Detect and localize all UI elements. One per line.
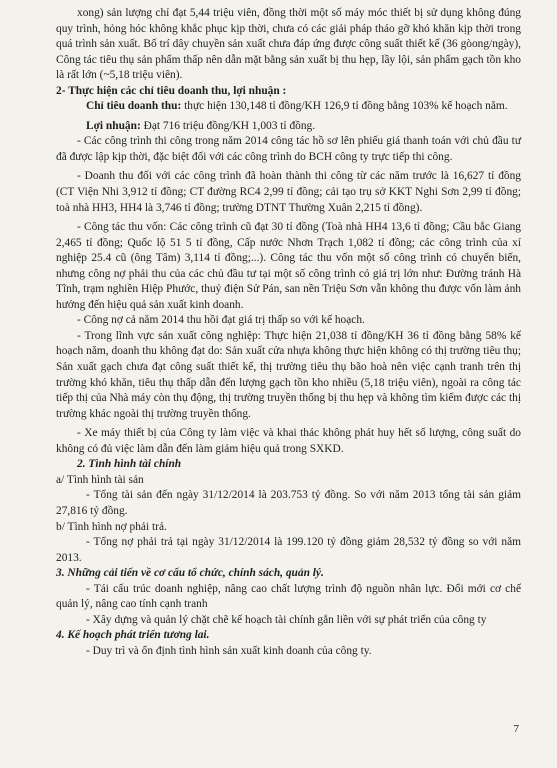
profit-text: Đạt 716 triệu đồng/KH 1,003 tỉ đồng. — [140, 119, 316, 132]
heading-improvements: 3. Những cải tiến về cơ cấu tổ chức, chính sách, quản lý. — [56, 567, 324, 580]
heading-future-plan: 4. Kế hoạch phát triển tương lai. — [56, 629, 210, 642]
paragraph-liabilities: - Tổng nợ phải trả tại ngày 31/12/2014 là 199.120 tỷ đồng giảm 28,532 tỷ đồng so với năm 2013. — [56, 536, 521, 564]
paragraph-capital-collection: - Công tác thu vốn: Các công trình cũ đạt 30 tỉ đồng (Toà nhà HH4 13,6 tỉ đồng; Cầu bắc Giang 2,465 tỉ đồng; Quốc lộ 51 5 tỉ đồng, Cấp nước Nhơn Trạch 1,082 tỉ đồng; các công trình của xí nghiệp 25.4 cũ (ông Tâm) 3,114 tỉ đồng;...). Công tác thu vốn một số công trình có chuyển biến, nhưng công nợ phải thu của các chủ đầu tư tại một số công trình có giá trị lớn như: Đường tránh Hà Tĩnh, trạm nghiền Hiệp Phước, thuỷ điện Sử Pán, san nền Triệu Sơn vẫn không thu được vốn làm ảnh hưởng đến hiệu quả sản xuất kinh doanh. — [56, 221, 521, 311]
revenue-text: thực hiện 130,148 tỉ đồng/KH 126,9 tỉ đồng bằng 103% kế hoạch năm. — [181, 100, 508, 113]
heading-revenue-profit: 2- Thực hiện các chỉ tiêu doanh thu, lợi nhuận : — [56, 84, 287, 97]
subheading-assets: a/ Tình hình tài sản — [56, 473, 144, 486]
heading-financial-situation: 2. Tình hình tài chính — [77, 458, 182, 471]
paragraph-maintain-business: - Duy trì và ổn định tình hình sản xuất kinh doanh của công ty. — [86, 644, 372, 657]
paragraph-restructuring: - Tái cấu trúc doanh nghiệp, nâng cao chất lượng trình độ nguồn nhân lực. Đổi mới cơ chế quản lý, nâng cao tính cạnh tranh — [56, 582, 521, 611]
paragraph-payment-bills: - Các công trình thi công trong năm 2014 công tác hồ sơ lên phiếu giá thanh toán với chủ đầu tư đã được lập kịp thời, đặc biệt đối với các công trình do BCH công ty trực tiếp thi công. — [56, 135, 521, 163]
paragraph-assets: - Tổng tài sản đến ngày 31/12/2014 là 203.753 tỷ đồng. So với năm 2013 tổng tài sản giảm 27,816 tỷ đồng. — [56, 489, 521, 517]
paragraph-machinery: - Xe máy thiết bị của Công ty làm việc và khai thác không phát huy hết số lượng, công suất do không có đủ việc làm dẫn đến làm giảm hiệu quả trong SXKD. — [56, 427, 521, 455]
paragraph-revenue — [56, 99, 521, 115]
paragraph-production: xong) sản lượng chỉ đạt 5,44 triệu viên, đồng thời một số máy móc thiết bị sử dụng không đúng quy trình, hỏng hóc không khắc phục kịp thời, chưa có các giải pháp tháo gỡ khó khăn kịp thời trong quá trình sản xuất. Bố trí dây chuyền sản xuất chưa đáp ứng được công suất thiết kế (36 gòong/ngày), Công tác tiêu thụ sản phẩm thấp nên dẫn mặt bằng sản xuất bị thu hẹp, lầy lội, sản phẩm gạch tồn kho là rất lớn (~5,18 triệu viên). — [56, 7, 521, 82]
paragraph-prior-revenue: - Doanh thu đối với các công trình đã hoàn thành thi công từ các năm trước là 16,627 tỉ đồng (CT Viện Nhi 3,912 tỉ đồng; CT đường RC4 2,99 tỉ đồng; cải tạo trụ sở KKT Nghi Sơn 2,99 tỉ đồng; toà nhà HH3, HH4 là 3,746 tỉ đồng; trường DTNT Thường Xuân 2,215 tỉ đồng). — [56, 170, 521, 214]
paragraph-profit — [56, 119, 521, 135]
paragraph-financial-plan: - Xây dựng và quản lý chặt chẽ kế hoạch tài chính gắn liền với sự phát triển của công ty — [86, 613, 487, 626]
paragraph-industrial-production: - Trong lĩnh vực sản xuất công nghiệp: Thực hiện 21,038 tỉ đồng/KH 36 tỉ đồng bằng 58% kế hoạch năm, doanh thu không đạt do: Sản xuất cửa nhựa không thực hiện không có thị trường tiêu thụ; Sản xuất gạch chưa đạt công suất thiết kế, thị trường tiêu thụ bão hoà nên việc cạnh tranh trên thị trường khó khăn, tiêu thụ thấp dẫn đến lượng gạch tồn kho nhiều (5,18 triệu viên), ngoài ra công tác tiếp thị của Nhà máy còn thụ động, thị trường truyền thống bị thu hẹp và không tìm kiếm được các thị trường khác ngoài thị trường truyền thống. — [56, 329, 521, 420]
subheading-liabilities: b/ Tình hình nợ phải trả. — [56, 520, 167, 533]
page-number: 7 — [513, 723, 519, 736]
profit-label: Lợi nhuận: — [86, 119, 141, 132]
paragraph-debt-recovery: - Công nợ cả năm 2014 thu hồi đạt giá trị thấp so với kế hoạch. — [77, 314, 365, 327]
revenue-label: Chỉ tiêu doanh thu: — [86, 100, 182, 113]
